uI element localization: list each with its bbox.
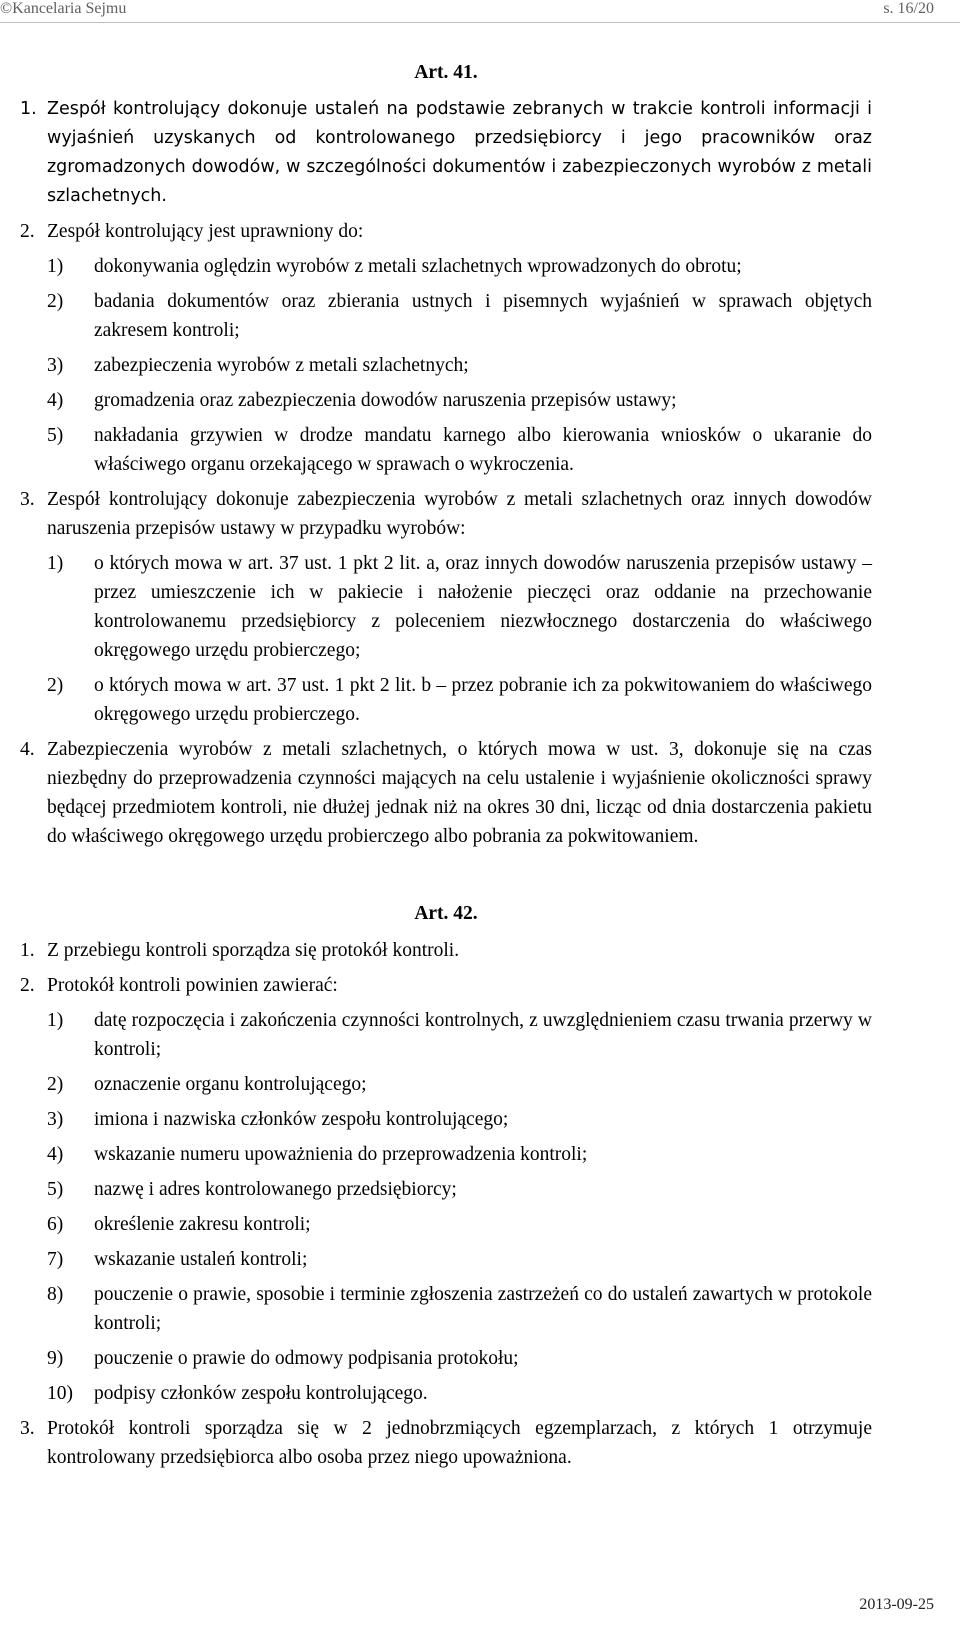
paragraph-text: Z przebiegu kontroli sporządza się protokół kontroli. [47, 940, 460, 961]
item-text: o których mowa w art. 37 ust. 1 pkt 2 lit. a, oraz innych dowodów naruszenia przepisów ustawy – przez umieszczenie ich w pakiecie i nałożenie pieczęci oraz oddanie na przechowanie kontrolowanemu przedsiębiorcy z poleceniem niezwłocznego dostarczenia do właściwego okręgowego urzędu probierczego; [94, 553, 872, 661]
item-text: wskazanie numeru upoważnienia do przeprowadzenia kontroli; [94, 1144, 588, 1165]
item-number: 6) [47, 1214, 64, 1235]
art42-paragraph-1 [20, 936, 872, 965]
item-number: 1) [47, 1010, 64, 1031]
list-item [20, 386, 872, 415]
item-number: 4) [47, 390, 64, 411]
list-item [20, 1210, 872, 1239]
paragraph-number: 3. [20, 489, 35, 510]
page-number: s. 16/20 [883, 0, 934, 17]
item-number: 2) [47, 1074, 64, 1095]
item-text: zabezpieczenia wyrobów z metali szlachetnych; [94, 355, 469, 376]
item-number: 4) [47, 1144, 64, 1165]
item-text: pouczenie o prawie, sposobie i terminie zgłoszenia zastrzeżeń co do ustaleń zawartych w protokole kontroli; [94, 1284, 872, 1334]
paragraph-number: 1. [20, 940, 35, 961]
art41-paragraph-2 [20, 217, 872, 246]
item-text: pouczenie o prawie do odmowy podpisania protokołu; [94, 1348, 519, 1369]
item-number: 5) [47, 1179, 64, 1200]
document-content [20, 52, 872, 1478]
paragraph-text: Zabezpieczenia wyrobów z metali szlachetnych, o których mowa w ust. 3, dokonuje się na czas niezbędny do przeprowadzenia czynności mających na celu ustalenie i wyjaśnienie okoliczności sprawy będącej przedmiotem kontroli, nie dłużej jednak niż na okres 30 dni, licząc od dnia dostarczenia pakietu do właściwego okręgowego urzędu probierczego albo pobrania za pokwitowaniem. [47, 739, 872, 847]
article-41-title: Art. 41. [414, 62, 478, 83]
list-item [20, 1379, 872, 1408]
paragraph-text: Protokół kontroli powinien zawierać: [47, 975, 338, 996]
item-number: 3) [47, 355, 64, 376]
item-text: datę rozpoczęcia i zakończenia czynności kontrolnych, z uwzględnieniem czasu trwania przerwy w kontroli; [94, 1010, 872, 1060]
list-item [20, 1344, 872, 1373]
art42-paragraph-3 [20, 1414, 872, 1472]
list-item [20, 1175, 872, 1204]
list-item [20, 1105, 872, 1134]
item-text: podpisy członków zespołu kontrolującego. [94, 1383, 428, 1404]
copyright-label: ©Kancelaria Sejmu [0, 0, 127, 17]
item-text: dokonywania oględzin wyrobów z metali szlachetnych wprowadzonych do obrotu; [94, 256, 742, 277]
list-item [20, 421, 872, 479]
item-number: 8) [47, 1284, 64, 1305]
list-item [20, 1140, 872, 1169]
paragraph-text: Zespół kontrolujący jest uprawniony do: [47, 221, 364, 242]
list-item [20, 549, 872, 665]
item-text: oznaczenie organu kontrolującego; [94, 1074, 367, 1095]
list-item [20, 351, 872, 380]
list-item [20, 1280, 872, 1338]
item-text: określenie zakresu kontroli; [94, 1214, 311, 1235]
paragraph-text: Zespół kontrolujący dokonuje ustaleń na podstawie zebranych w trakcie kontroli informacji i wyjaśnień uzyskanych od kontrolowanego przedsiębiorcy i jego pracowników oraz zgromadzonych dowodów, w szczególności dokumentów i zabezpieczonych wyrobów z metali szlachetnych. [47, 99, 872, 206]
item-number: 9) [47, 1348, 64, 1369]
item-text: o których mowa w art. 37 ust. 1 pkt 2 lit. b – przez pobranie ich za pokwitowaniem do właściwego okręgowego urzędu probierczego. [94, 675, 872, 725]
item-number: 3) [47, 1109, 64, 1130]
item-number: 2) [47, 675, 64, 696]
art41-paragraph-4 [20, 735, 872, 851]
list-item [20, 1245, 872, 1274]
art41-paragraph-3 [20, 485, 872, 543]
item-number: 1) [47, 553, 64, 574]
paragraph-number: 3. [20, 1418, 35, 1439]
art42-paragraph-2 [20, 971, 872, 1000]
document-date: 2013-09-25 [859, 1596, 934, 1613]
item-text: nazwę i adres kontrolowanego przedsiębiorcy; [94, 1179, 457, 1200]
item-number: 5) [47, 425, 64, 446]
paragraph-number: 2. [20, 975, 35, 996]
list-item [20, 1070, 872, 1099]
page-header [0, 0, 960, 23]
list-item [20, 1006, 872, 1064]
item-number: 1) [47, 256, 64, 277]
item-text: nakładania grzywien w drodze mandatu karnego albo kierowania wniosków o ukaranie do właściwego organu orzekającego w sprawach o wykroczenia. [94, 425, 872, 475]
item-text: imiona i nazwiska członków zespołu kontrolującego; [94, 1109, 509, 1130]
paragraph-number: 1. [20, 99, 37, 119]
list-item [20, 671, 872, 729]
item-text: gromadzenia oraz zabezpieczenia dowodów naruszenia przepisów ustawy; [94, 390, 677, 411]
item-number: 10) [47, 1383, 73, 1404]
list-item [20, 252, 872, 281]
item-text: badania dokumentów oraz zbierania ustnych i pisemnych wyjaśnień w sprawach objętych zakresem kontroli; [94, 291, 872, 341]
paragraph-number: 4. [20, 739, 35, 760]
item-text: wskazanie ustaleń kontroli; [94, 1249, 308, 1270]
art41-paragraph-1 [20, 95, 872, 211]
article-42-title: Art. 42. [414, 903, 478, 924]
list-item [20, 287, 872, 345]
item-number: 2) [47, 291, 64, 312]
paragraph-text: Zespół kontrolujący dokonuje zabezpieczenia wyrobów z metali szlachetnych oraz innych dowodów naruszenia przepisów ustawy w przypadku wyrobów: [47, 489, 872, 539]
item-number: 7) [47, 1249, 64, 1270]
paragraph-text: Protokół kontroli sporządza się w 2 jednobrzmiących egzemplarzach, z których 1 otrzymuje kontrolowany przedsiębiorca albo osoba przez niego upoważniona. [47, 1418, 872, 1468]
paragraph-number: 2. [20, 221, 35, 242]
